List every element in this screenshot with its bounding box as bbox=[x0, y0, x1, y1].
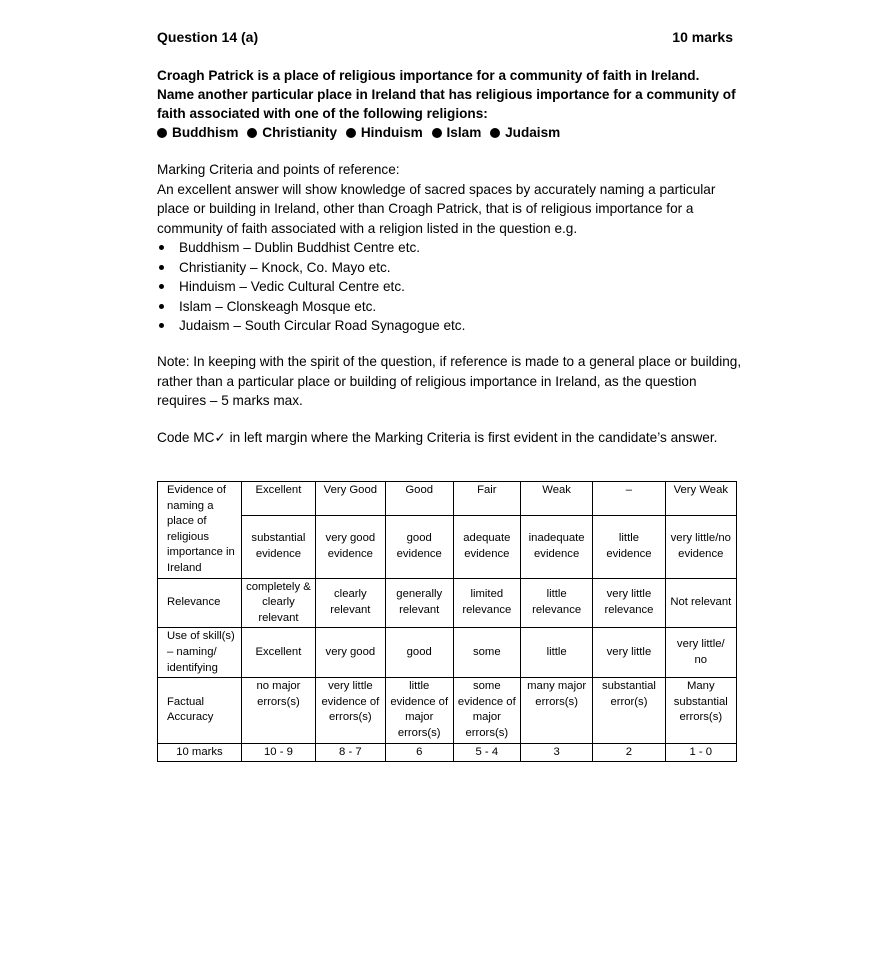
table-cell: little evidence of major errors(s) bbox=[385, 678, 453, 743]
row-label: Use of skill(s) – naming/ identifying bbox=[158, 628, 242, 678]
example-item: Islam – Clonskeagh Mosque etc. bbox=[157, 297, 747, 317]
bullet-icon bbox=[490, 128, 500, 138]
marks-row bbox=[158, 743, 737, 762]
table-cell: very little/ no bbox=[665, 628, 736, 678]
marks-cell: 2 bbox=[593, 743, 665, 762]
bullet-icon bbox=[247, 128, 257, 138]
grade-header: Very Weak bbox=[665, 482, 736, 516]
religion-item: Christianity bbox=[247, 123, 337, 142]
example-item: Christianity – Knock, Co. Mayo etc. bbox=[157, 258, 747, 278]
religion-list bbox=[157, 123, 747, 142]
table-cell: many major errors(s) bbox=[520, 678, 592, 743]
table-cell: very little/no evidence bbox=[665, 516, 736, 579]
example-item: Hinduism – Vedic Cultural Centre etc. bbox=[157, 277, 747, 297]
marks-cell: 5 - 4 bbox=[453, 743, 520, 762]
question-header bbox=[157, 29, 737, 45]
marking-criteria-heading: Marking Criteria and points of reference: bbox=[157, 162, 400, 177]
bullet-icon bbox=[159, 245, 164, 250]
table-cell: adequate evidence bbox=[453, 516, 520, 579]
table-cell: very little relevance bbox=[593, 578, 665, 628]
table-cell: completely & clearly relevant bbox=[241, 578, 315, 628]
table-cell: some evidence of major errors(s) bbox=[453, 678, 520, 743]
rubric-table bbox=[157, 481, 737, 762]
bullet-icon bbox=[159, 284, 164, 289]
row-label: Evidence of naming a place of religious importance in Ireland bbox=[158, 482, 242, 579]
religion-item: Buddhism bbox=[157, 123, 238, 142]
marks-cell: 1 - 0 bbox=[665, 743, 736, 762]
table-cell: Not relevant bbox=[665, 578, 736, 628]
table-cell: clearly relevant bbox=[315, 578, 385, 628]
marking-criteria-intro: An excellent answer will show knowledge of sacred spaces by accurately naming a particular place or building in Ireland, other than Croagh Patrick, that is of religious importance for a community of faith associated with a religion listed in the question e.g. bbox=[157, 181, 716, 236]
bullet-icon bbox=[159, 323, 164, 328]
row-label: Relevance bbox=[158, 578, 242, 628]
grade-header: Excellent bbox=[241, 482, 315, 516]
marking-criteria bbox=[157, 160, 747, 336]
table-cell: substantial evidence bbox=[241, 516, 315, 579]
table-cell: very good evidence bbox=[315, 516, 385, 579]
religion-item: Hinduism bbox=[346, 123, 423, 142]
table-cell: very good bbox=[315, 628, 385, 678]
table-cell: inadequate evidence bbox=[520, 516, 592, 579]
marks-cell: 10 - 9 bbox=[241, 743, 315, 762]
marks-cell: 6 bbox=[385, 743, 453, 762]
bullet-icon bbox=[432, 128, 442, 138]
bullet-icon bbox=[346, 128, 356, 138]
example-item: Judaism – South Circular Road Synagogue etc. bbox=[157, 316, 747, 336]
table-cell: very little bbox=[593, 628, 665, 678]
question-marks: 10 marks bbox=[672, 29, 733, 45]
religion-item: Islam bbox=[432, 123, 482, 142]
example-list bbox=[157, 238, 747, 336]
table-row bbox=[158, 578, 737, 628]
grade-header: Very Good bbox=[315, 482, 385, 516]
bullet-icon bbox=[159, 304, 164, 309]
table-cell: good evidence bbox=[385, 516, 453, 579]
table-cell: little relevance bbox=[520, 578, 592, 628]
question-line-1: Croagh Patrick is a place of religious importance for a community of faith in Ireland. bbox=[157, 68, 700, 83]
table-row bbox=[158, 678, 737, 743]
marks-cell: 8 - 7 bbox=[315, 743, 385, 762]
table-cell: limited relevance bbox=[453, 578, 520, 628]
table-cell: very little evidence of errors(s) bbox=[315, 678, 385, 743]
bullet-icon bbox=[159, 265, 164, 270]
table-row bbox=[158, 516, 737, 579]
table-row bbox=[158, 482, 737, 516]
code-instruction: Code MC✓ in left margin where the Marking Criteria is first evident in the candidate’s answer. bbox=[157, 430, 718, 445]
question-number: Question 14 (a) bbox=[157, 29, 259, 45]
table-cell: Excellent bbox=[241, 628, 315, 678]
bullet-icon bbox=[157, 128, 167, 138]
marks-cell: 3 bbox=[520, 743, 592, 762]
row-label: Factual Accuracy bbox=[158, 678, 242, 743]
table-cell: substantial error(s) bbox=[593, 678, 665, 743]
question-text bbox=[157, 66, 747, 142]
table-cell: good bbox=[385, 628, 453, 678]
note-paragraph: Note: In keeping with the spirit of the question, if reference is made to a general place or building, rather than a particular place or building of religious importance in Ireland, as the question requires – 5 marks max. bbox=[157, 354, 742, 408]
table-cell: generally relevant bbox=[385, 578, 453, 628]
question-line-2: Name another particular place in Ireland that has religious importance for a community of faith associated with one of the following religions: bbox=[157, 87, 736, 121]
table-cell: Many substantial errors(s) bbox=[665, 678, 736, 743]
table-cell: little evidence bbox=[593, 516, 665, 579]
grade-header: Good bbox=[385, 482, 453, 516]
table-cell: no major errors(s) bbox=[241, 678, 315, 743]
grade-header: Fair bbox=[453, 482, 520, 516]
grade-header: Weak bbox=[520, 482, 592, 516]
religion-item: Judaism bbox=[490, 123, 560, 142]
example-item: Buddhism – Dublin Buddhist Centre etc. bbox=[157, 238, 747, 258]
marks-label: 10 marks bbox=[158, 743, 242, 762]
table-row bbox=[158, 628, 737, 678]
grade-header: – bbox=[593, 482, 665, 516]
table-cell: some bbox=[453, 628, 520, 678]
table-cell: little bbox=[520, 628, 592, 678]
